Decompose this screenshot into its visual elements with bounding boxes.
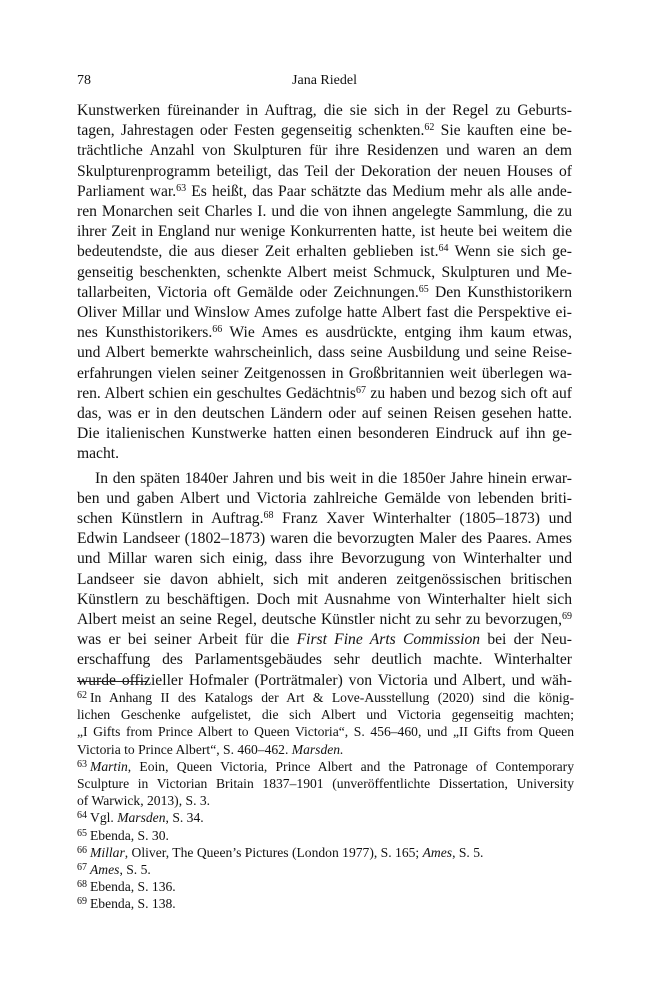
paragraph [77,101,572,465]
text-line: tallarbeiten, Victoria oft Gemälde oder Zeichnungen.$^{65}$ Den Kunsthistorikern [77,283,573,301]
text-line: und Millar waren sich einig, dass ihre Bevorzugung von Winterhalter und [77,550,572,568]
text-line: was er bei seiner Arbeit für die First Fine Arts Commission bei der Neu- [77,631,572,649]
footnote-67 [77,861,574,878]
text-line: ren Monarchen seit Charles I. und die von ihnen angelegte Sammlung, die zu [77,203,572,221]
footnote-number: 62 [77,690,87,701]
footnote-line: of Warwick, 2013), S. 3. [77,793,211,809]
text-line: Oliver Millar und Winslow Ames zufolge hatte Albert fast die Perspektive ei- [77,304,572,322]
footnote-line: $^{64}$ Vgl. Marsden, S. 34. [77,810,204,826]
text-line: schen Künstlern in Auftrag.$^{68}$ Franz Xaver Winterhalter (1805–1873) und [77,510,572,528]
main-text [77,101,572,691]
footnote-line: $^{66}$ Millar, Oliver, The Queen’s Pictures (London 1977), S. 165; Ames, S. 5. [77,844,484,860]
footnote-number: 63 [77,758,87,770]
footnote-line: Sculpture in Victorian Britain 1837–1901 (unveröffentlichte Dissertation, University [77,776,574,792]
footnote-64 [77,809,574,826]
paragraph [77,469,572,691]
footnote-line: $^{65}$ Ebenda, S. 30. [77,827,169,843]
footnote-number: 65 [77,827,87,839]
text-line: bedeutendste, die aus dieser Zeit erhalten geblieben ist.$^{64}$ Wenn sie sich ge- [77,243,572,261]
text-line: Landseer sie davon abhielt, sich mit anderen zeitgenössischen britischen [77,570,572,588]
text-line: Albert meist an seine Regel, deutsche Künstler nicht zu sehr zu bevorzugen,$^{69}$ [77,611,572,629]
footnote-number: 64 [77,810,87,822]
running-head-author: Jana Riedel [292,73,357,88]
text-line: wurde offizieller Hofmaler (Porträtmaler) von Victoria und Albert, und wäh- [77,671,572,689]
footnote-ref[interactable]: 65 [418,283,429,295]
footnote-line: $^{67}$ Ames, S. 5. [77,862,151,878]
footnote-65 [77,827,574,844]
footnote-69 [77,895,574,912]
footnote-line: $^{63}$ Martin, Eoin, Queen Victoria, Prince Albert and the Patronage of Contemporary [77,758,574,774]
footnote-ref[interactable]: 64 [438,243,449,255]
footnote-number: 67 [77,862,87,874]
footnotes [77,689,574,913]
footnote-ref[interactable]: 68 [263,510,274,522]
footnote-number: 68 [77,879,87,891]
text-line: genseitig beschenkten, schenkte Albert meist Schmuck, Skulpturen und Me- [77,263,572,281]
footnote-ref[interactable]: 66 [212,324,223,336]
text-line: ihrer Zeit in England nur wenige Konkurrenten hatte, ist heute bei weitem die [77,223,572,241]
footnote-line: $^{68}$ Ebenda, S. 136. [77,879,176,895]
text-line: Parliament war.$^{63}$ Es heißt, das Paar schätzte das Medium mehr als alle ande- [77,182,572,200]
text-line: Edwin Landseer (1802–1873) waren die bevorzugten Maler des Paares. Ames [77,530,572,548]
footnote-line: lichen Geschenke aufgelistet, die sich Albert und Victoria gegenseitig machten; [77,707,574,723]
footnote-ref[interactable]: 69 [562,611,572,623]
text-line: das, was er in den deutschen Ländern oder auf seinen Reisen gesehen hatte. [77,405,572,423]
footnote-line: „I Gifts from Prince Albert to Queen Victoria“, S. 456–460, und „II Gifts from Queen [77,724,574,740]
text-line: tagen, Jahrestagen oder Festen gegenseitig schenkten.$^{62}$ Sie kauften eine be- [77,122,572,140]
page-number: 78 [77,73,91,88]
footnote-ref[interactable]: 63 [176,182,187,194]
text-line: In den späten 1840er Jahren und bis weit in die 1850er Jahre hinein erwar- [95,469,572,487]
footnote-ref[interactable]: 62 [424,122,435,134]
footnote-66 [77,844,574,861]
footnote-ref[interactable]: 67 [355,384,366,396]
footnote-line: $^{69}$ Ebenda, S. 138. [77,896,176,912]
italic-title: First Fine Arts Commission [296,631,481,649]
footnote-63 [77,758,574,810]
text-line: trächtliche Anzahl von Skulpturen für ihre Residenzen und waren an dem [77,142,572,160]
footnote-divider [77,681,147,682]
text-line: ren. Albert schien ein geschultes Gedächtnis$^{67}$ zu haben und bezog sich oft auf [77,384,572,402]
footnote-68 [77,878,574,895]
text-line: nes Kunsthistorikers.$^{66}$ Wie Ames es ausdrückte, entging ihm kaum etwas, [77,324,572,342]
text-line: Die italienischen Kunstwerke hatten einen besonderen Eindruck auf ihn ge- [77,425,572,443]
footnote-line: Victoria to Prince Albert“, S. 460–462. Marsden. [77,741,344,757]
text-line: Skulpturenprogramm beteiligt, das Teil der Dekoration der neuen Houses of [77,162,572,180]
text-line: erschaffung des Parlamentsgebäudes sehr deutlich machte. Winterhalter [77,651,572,669]
footnote-number: 69 [77,896,87,908]
text-line: macht. [77,445,119,463]
footnote-62 [77,689,574,758]
text-line: ben und gaben Albert und Victoria zahlreiche Gemälde von lebenden briti- [77,489,572,507]
text-line: Künstlern zu beschäftigen. Doch mit Ausnahme von Winterhalter hielt sich [77,590,572,608]
text-line: erfahrungen vielen seiner Zeitgenossen in Großbritannien weit überlegen wa- [77,364,572,382]
text-line: und Albert bemerkte wahrscheinlich, dass seine Ausbildung und seine Reise- [77,344,572,362]
footnote-line: $^{62}$ In Anhang II des Katalogs der Art & Love-Ausstellung (2020) sind die könig- [77,690,574,705]
text-line: Kunstwerken füreinander in Auftrag, die sie sich in der Regel zu Geburts- [77,102,572,119]
footnote-number: 66 [77,844,87,856]
